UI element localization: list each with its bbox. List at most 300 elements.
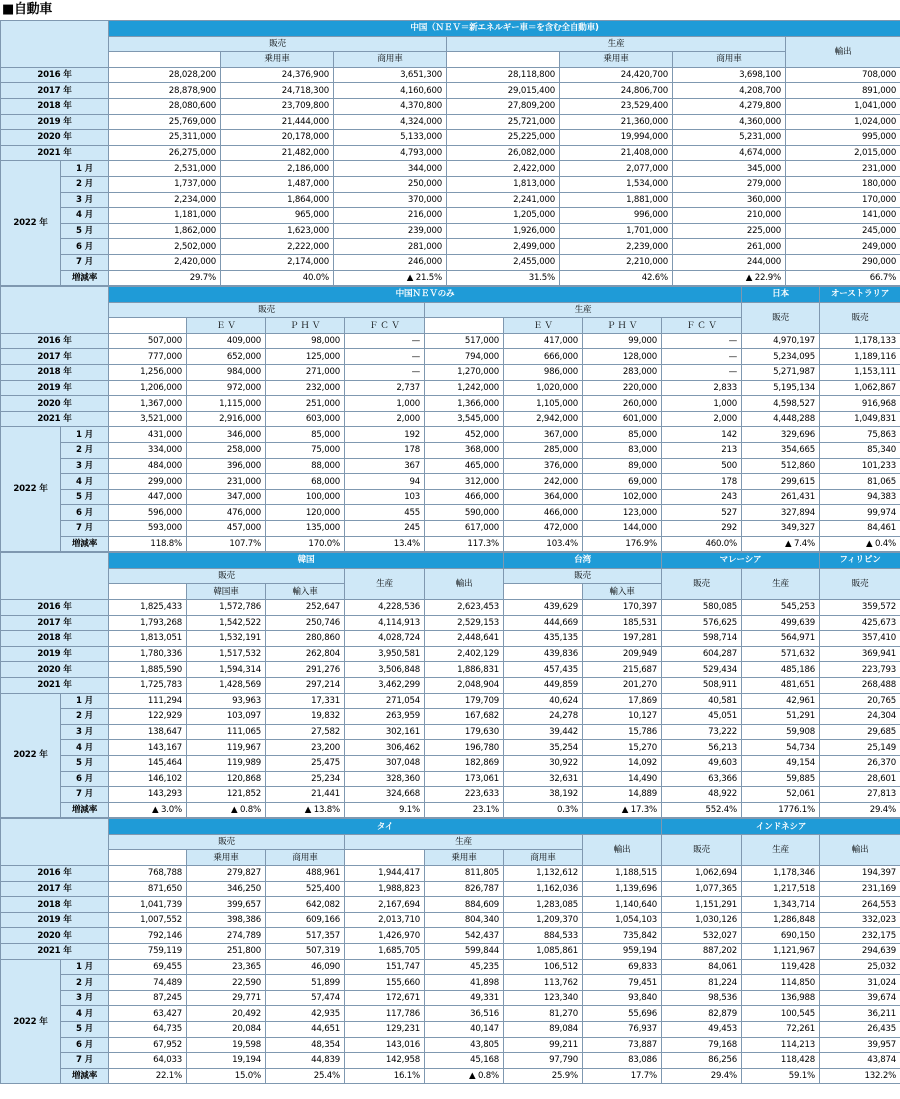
year-2022-label: 2022 年 [1,161,61,286]
value-cell: 996,000 [560,208,673,224]
value-cell: 285,000 [504,443,583,459]
value-cell: 1,825,433 [109,599,187,615]
value-cell: 27,582 [266,724,345,740]
rate-cell: 29.4% [662,1068,742,1084]
value-cell: 113,762 [504,975,583,991]
value-cell: 86,256 [662,1053,742,1069]
value-cell: 465,000 [425,458,504,474]
value-cell: 5,271,987 [742,365,820,381]
value-cell: 1,206,000 [109,380,187,396]
value-cell: 2,499,000 [447,239,560,255]
indonesia-title: インドネシア [662,819,900,835]
value-cell: 794,000 [425,349,504,365]
value-cell: 439,836 [504,646,583,662]
value-cell: 250,746 [266,615,345,631]
value-cell: 1,685,705 [345,944,425,960]
table-row [1,1022,900,1038]
nev-section-title: 中国ＮＥＶのみ [109,287,742,303]
value-cell: 10,127 [583,709,662,725]
value-cell: 1,178,133 [820,333,900,349]
value-cell: 2,737 [345,380,425,396]
value-cell: 1,623,000 [221,223,334,239]
value-cell: 2,210,000 [560,254,673,270]
value-cell: 216,000 [334,208,447,224]
value-cell: 599,844 [425,944,504,960]
value-cell: 481,651 [742,677,820,693]
value-cell: 258,000 [187,443,266,459]
value-cell: 143,167 [109,740,187,756]
nev-table [0,286,900,552]
value-cell: 170,000 [786,192,900,208]
value-cell: 142 [662,427,742,443]
value-cell: 250,000 [334,176,447,192]
value-cell: 25,032 [820,959,900,975]
value-cell: 604,287 [662,646,742,662]
month-label: 5 月 [61,489,109,505]
indonesia-production-header: 生産 [742,834,820,865]
value-cell: 44,839 [266,1053,345,1069]
value-cell: 120,000 [266,505,345,521]
value-cell: 1,153,111 [820,365,900,381]
value-cell: 73,222 [662,724,742,740]
value-cell: 39,674 [820,990,900,1006]
value-cell: 197,281 [583,631,662,647]
value-cell: 290,000 [786,254,900,270]
rate-cell: 118.8% [109,536,187,552]
korea-production-header: 生産 [345,568,425,599]
value-cell: 2,502,000 [109,239,221,255]
rate-cell: 23.1% [425,802,504,818]
value-cell: 194,397 [820,866,900,882]
nev-sales-fcv-header: Ｆ Ｃ Ｖ [345,318,425,334]
value-cell: 1,000 [662,396,742,412]
value-cell: 51,899 [266,975,345,991]
year-label: 2020 年 [1,662,109,678]
value-cell: 93,963 [187,693,266,709]
year-label: 2016 年 [1,599,109,615]
value-cell: 3,651,300 [334,67,447,83]
value-cell: 345,000 [673,161,786,177]
value-cell: 23,709,800 [221,98,334,114]
china-table [0,20,900,286]
table-row [1,458,900,474]
taiwan-sales-total-header [504,584,583,600]
china-production-commercial-header: 商用車 [673,52,786,68]
value-cell: 3,545,000 [425,411,504,427]
value-cell: 15,270 [583,740,662,756]
value-cell: 525,400 [266,881,345,897]
month-label: 2 月 [61,709,109,725]
table-row [1,521,900,537]
china-sales-passenger-header: 乗用車 [221,52,334,68]
value-cell: 29,771 [187,990,266,1006]
value-cell: 1,256,000 [109,365,187,381]
value-cell: 499,639 [742,615,820,631]
table-row [1,912,900,928]
value-cell: 299,000 [109,474,187,490]
value-cell: 24,806,700 [560,83,673,99]
rate-cell: 13.4% [345,536,425,552]
value-cell: 75,000 [266,443,345,459]
rate-row [1,1068,900,1084]
value-cell: 45,168 [425,1053,504,1069]
value-cell: 98,000 [266,333,345,349]
value-cell: 398,386 [187,912,266,928]
year-label: 2020 年 [1,928,109,944]
value-cell: 249,000 [786,239,900,255]
value-cell: 1,885,590 [109,662,187,678]
value-cell: 72,261 [742,1022,820,1038]
month-label: 4 月 [61,208,109,224]
month-label: 6 月 [61,1037,109,1053]
value-cell: 246,000 [334,254,447,270]
nev-production-phv-header: Ｐ Ｈ Ｖ [583,318,662,334]
value-cell: 1,426,970 [345,928,425,944]
value-cell: 1,343,714 [742,897,820,913]
table-row [1,349,900,365]
value-cell: 40,147 [425,1022,504,1038]
value-cell: 2,529,153 [425,615,504,631]
australia-title: オーストラリア [820,287,900,303]
value-cell: 360,000 [673,192,786,208]
value-cell: 231,000 [786,161,900,177]
value-cell: 24,278 [504,709,583,725]
value-cell: 1,886,831 [425,662,504,678]
value-cell: 69,833 [583,959,662,975]
value-cell: 542,437 [425,928,504,944]
value-cell: 40,581 [662,693,742,709]
value-cell: 642,082 [266,897,345,913]
value-cell: 26,275,000 [109,145,221,161]
value-cell: 83,086 [583,1053,662,1069]
value-cell: 15,786 [583,724,662,740]
value-cell: 804,340 [425,912,504,928]
value-cell: 243 [662,489,742,505]
value-cell: 20,178,000 [221,130,334,146]
table-row [1,192,900,208]
year-2022-label: 2022 年 [1,427,61,552]
month-label: 3 月 [61,192,109,208]
value-cell: 102,000 [583,489,662,505]
value-cell: 281,000 [334,239,447,255]
value-cell: — [345,333,425,349]
value-cell: 476,000 [187,505,266,521]
value-cell: 100,545 [742,1006,820,1022]
value-cell: 36,211 [820,1006,900,1022]
table-row [1,333,900,349]
value-cell: 1,000 [345,396,425,412]
value-cell: 4,370,800 [334,98,447,114]
value-cell: 576,625 [662,615,742,631]
value-cell: 27,813 [820,787,900,803]
value-cell: 143,016 [345,1037,425,1053]
page-title: ■自動車 [2,2,53,17]
year-2022-label: 2022 年 [1,693,61,818]
thailand-sales-passenger-header: 乗用車 [187,850,266,866]
indonesia-export-header: 輸出 [820,834,900,865]
value-cell: 117,786 [345,1006,425,1022]
table-row [1,755,900,771]
value-cell: 777,000 [109,349,187,365]
value-cell: 2,623,453 [425,599,504,615]
value-cell: 111,065 [187,724,266,740]
rate-cell: 59.1% [742,1068,820,1084]
table-row [1,724,900,740]
value-cell: 245 [345,521,425,537]
table-row [1,740,900,756]
value-cell: 1,062,694 [662,866,742,882]
value-cell: 45,235 [425,959,504,975]
year-label: 2018 年 [1,897,109,913]
table-row [1,505,900,521]
value-cell: 73,887 [583,1037,662,1053]
year-label: 2017 年 [1,83,109,99]
value-cell: 244,000 [673,254,786,270]
value-cell: 99,211 [504,1037,583,1053]
value-cell: 1,813,000 [447,176,560,192]
china-production-passenger-header: 乗用車 [560,52,673,68]
value-cell: 25,769,000 [109,114,221,130]
value-cell: 170,397 [583,599,662,615]
table-row [1,365,900,381]
value-cell: 19,832 [266,709,345,725]
value-cell: 28,878,900 [109,83,221,99]
rate-row [1,536,900,552]
value-cell: 368,000 [425,443,504,459]
value-cell: 984,000 [187,365,266,381]
value-cell: — [662,349,742,365]
value-cell: 346,250 [187,881,266,897]
value-cell: 4,970,197 [742,333,820,349]
value-cell: 690,150 [742,928,820,944]
table-row [1,239,900,255]
value-cell: — [662,365,742,381]
value-cell: 136,988 [742,990,820,1006]
year-label: 2019 年 [1,646,109,662]
table-row [1,975,900,991]
table-row [1,67,900,83]
value-cell: 1,132,612 [504,866,583,882]
value-cell: 151,747 [345,959,425,975]
value-cell: 21,360,000 [560,114,673,130]
value-cell: 2,239,000 [560,239,673,255]
value-cell: 93,840 [583,990,662,1006]
value-cell: 916,968 [820,396,900,412]
value-cell: 1,181,000 [109,208,221,224]
value-cell: 887,202 [662,944,742,960]
value-cell: 4,448,288 [742,411,820,427]
value-cell: 35,254 [504,740,583,756]
value-cell: 2,448,641 [425,631,504,647]
month-label: 3 月 [61,458,109,474]
value-cell: 23,529,400 [560,98,673,114]
value-cell: 327,894 [742,505,820,521]
value-cell: 123,340 [504,990,583,1006]
corner-cell [1,553,109,600]
table-row [1,145,900,161]
value-cell: 49,331 [425,990,504,1006]
value-cell: 1,988,823 [345,881,425,897]
value-cell: 274,789 [187,928,266,944]
china-export-header: 輸出 [786,36,900,67]
china-production-total-header [447,52,560,68]
value-cell: 74,489 [109,975,187,991]
value-cell: 43,874 [820,1053,900,1069]
value-cell: 2,420,000 [109,254,221,270]
value-cell: 223,633 [425,787,504,803]
nev-production-ev-header: Ｅ Ｖ [504,318,583,334]
month-label: 6 月 [61,771,109,787]
table-row [1,1053,900,1069]
value-cell: 231,169 [820,881,900,897]
value-cell: 48,922 [662,787,742,803]
thailand-sales-total-header [109,850,187,866]
value-cell: 146,102 [109,771,187,787]
rate-cell: ▲ 17.3% [583,802,662,818]
value-cell: 891,000 [786,83,900,99]
value-cell: 283,000 [583,365,662,381]
value-cell: 114,850 [742,975,820,991]
value-cell: 431,000 [109,427,187,443]
value-cell: 1,725,783 [109,677,187,693]
value-cell: 81,065 [820,474,900,490]
month-label: 6 月 [61,239,109,255]
year-label: 2016 年 [1,333,109,349]
value-cell: 178 [345,443,425,459]
year-label: 2019 年 [1,380,109,396]
table-row [1,881,900,897]
value-cell: 1,217,518 [742,881,820,897]
value-cell: 367 [345,458,425,474]
value-cell: 472,000 [504,521,583,537]
value-cell: 118,428 [742,1053,820,1069]
value-cell: 138,647 [109,724,187,740]
rate-cell: ▲ 22.9% [673,270,786,286]
rate-cell: 176.9% [583,536,662,552]
value-cell: 527 [662,505,742,521]
value-cell: 4,160,600 [334,83,447,99]
value-cell: 435,135 [504,631,583,647]
value-cell: 21,441 [266,787,345,803]
value-cell: 201,270 [583,677,662,693]
value-cell: 312,000 [425,474,504,490]
value-cell: 14,490 [583,771,662,787]
month-label: 7 月 [61,254,109,270]
malaysia-production-header: 生産 [742,568,820,599]
value-cell: 42,961 [742,693,820,709]
value-cell: 4,793,000 [334,145,447,161]
philippines-title: フィリピン [820,553,900,569]
value-cell: 1,594,314 [187,662,266,678]
month-label: 1 月 [61,959,109,975]
value-cell: 172,671 [345,990,425,1006]
value-cell: 94,383 [820,489,900,505]
value-cell: 1,188,515 [583,866,662,882]
rate-cell: 15.0% [187,1068,266,1084]
month-label: 7 月 [61,787,109,803]
value-cell: 2,174,000 [221,254,334,270]
month-label: 1 月 [61,693,109,709]
value-cell: 3,950,581 [345,646,425,662]
value-cell: 63,366 [662,771,742,787]
rate-cell: 552.4% [662,802,742,818]
value-cell: 485,186 [742,662,820,678]
value-cell: 17,331 [266,693,345,709]
value-cell: 1,881,000 [560,192,673,208]
value-cell: 223,793 [820,662,900,678]
value-cell: 2,241,000 [447,192,560,208]
value-cell: 425,673 [820,615,900,631]
value-cell: 329,696 [742,427,820,443]
value-cell: 84,061 [662,959,742,975]
china-sales-total-header [109,52,221,68]
value-cell: 40,624 [504,693,583,709]
value-cell: 1,139,696 [583,881,662,897]
value-cell: 1,286,848 [742,912,820,928]
nev-sales-header: 販売 [109,302,425,318]
rate-cell: 22.1% [109,1068,187,1084]
value-cell: 1,077,365 [662,881,742,897]
value-cell: 64,033 [109,1053,187,1069]
value-cell: 88,000 [266,458,345,474]
table-row [1,114,900,130]
value-cell: 239,000 [334,223,447,239]
value-cell: 155,660 [345,975,425,991]
value-cell: 30,922 [504,755,583,771]
rate-cell: ▲ 0.4% [820,536,900,552]
value-cell: 1,121,967 [742,944,820,960]
year-label: 2017 年 [1,349,109,365]
value-cell: 972,000 [187,380,266,396]
rate-cell: ▲ 0.8% [425,1068,504,1084]
value-cell: 79,168 [662,1037,742,1053]
value-cell: 141,000 [786,208,900,224]
value-cell: 143,293 [109,787,187,803]
value-cell: 29,015,400 [447,83,560,99]
value-cell: 111,294 [109,693,187,709]
rate-cell: 107.7% [187,536,266,552]
table-row [1,130,900,146]
value-cell: 59,885 [742,771,820,787]
value-cell: 1,140,640 [583,897,662,913]
china-section-title: 中国（ＮＥＶ＝新エネルギー車＝を含む全自動車) [109,21,900,37]
rate-cell: 31.5% [447,270,560,286]
value-cell: 252,647 [266,599,345,615]
value-cell: 4,324,000 [334,114,447,130]
thailand-table [0,818,900,1084]
value-cell: 347,000 [187,489,266,505]
value-cell: 144,000 [583,521,662,537]
table-row [1,631,900,647]
value-cell: 49,603 [662,755,742,771]
china-sales-header: 販売 [109,36,447,52]
value-cell: 364,000 [504,489,583,505]
value-cell: 417,000 [504,333,583,349]
korea-export-header: 輸出 [425,568,504,599]
value-cell: 466,000 [425,489,504,505]
value-cell: 82,879 [662,1006,742,1022]
month-label: 6 月 [61,505,109,521]
value-cell: 455 [345,505,425,521]
value-cell: 399,657 [187,897,266,913]
value-cell: 328,360 [345,771,425,787]
value-cell: 2,015,000 [786,145,900,161]
value-cell: 1,178,346 [742,866,820,882]
value-cell: 986,000 [504,365,583,381]
value-cell: 57,474 [266,990,345,1006]
value-cell: 28,601 [820,771,900,787]
value-cell: 4,028,724 [345,631,425,647]
